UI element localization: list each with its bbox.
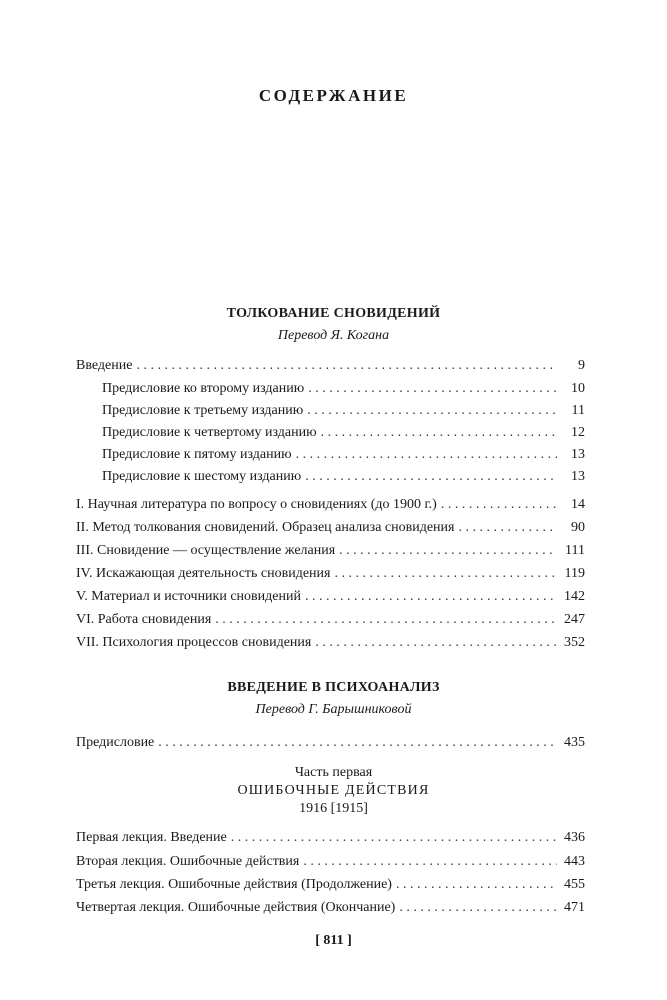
toc-entry-page: 13 [571, 469, 585, 484]
page-title: СОДЕРЖАНИЕ [258, 86, 409, 105]
toc-entry-page: 9 [578, 358, 585, 373]
toc-entry[interactable] [102, 379, 585, 399]
part-label: Часть первая [294, 765, 373, 780]
toc-leader-dots [396, 875, 557, 895]
toc-entry[interactable] [76, 633, 585, 653]
toc-entry-page: 436 [564, 830, 585, 845]
toc-leader-dots [339, 541, 557, 561]
toc-entry-label: IV. Искажающая деятельность сновидения [76, 566, 331, 581]
toc-entry-label: III. Сновидение — осуществление желания [76, 543, 336, 558]
toc-leader-dots [136, 356, 557, 376]
toc-leader-dots [334, 564, 557, 584]
toc-leader-dots [459, 518, 558, 538]
toc-leader-dots [441, 495, 557, 515]
toc-entry-page: 352 [564, 635, 585, 650]
toc-entry-page: 12 [571, 425, 585, 440]
toc-leader-dots [305, 467, 557, 487]
toc-entry[interactable] [76, 875, 585, 895]
toc-entry-page: 11 [571, 403, 585, 418]
toc-leader-dots [303, 852, 557, 872]
toc-entry-label: Предисловие к третьему изданию [102, 403, 304, 418]
toc-entry-page: 443 [564, 854, 585, 869]
toc-entry[interactable] [102, 423, 585, 443]
toc-entry-page: 10 [571, 381, 585, 396]
toc-entry[interactable] [76, 852, 585, 872]
toc-entry[interactable] [76, 898, 585, 918]
toc-entry[interactable] [76, 828, 585, 848]
toc-leader-dots [315, 633, 557, 653]
toc-entry[interactable] [76, 495, 585, 515]
toc-leader-dots [305, 587, 557, 607]
part-years: 1916 [1915] [299, 801, 368, 816]
toc-entry-label: Четвертая лекция. Ошибочные действия (Окончание) [76, 900, 396, 915]
section-title: ВВЕДЕНИЕ В ПСИХОАНАЛИЗ [227, 680, 440, 695]
section-translator: Перевод Я. Когана [277, 328, 390, 343]
toc-entry-label: Введение [76, 358, 133, 373]
toc-entry-label: Третья лекция. Ошибочные действия (Продолжение) [76, 877, 392, 892]
toc-entry-page: 142 [564, 589, 585, 604]
toc-entry-page: 111 [565, 543, 585, 558]
toc-entry-page: 455 [564, 877, 585, 892]
toc-entry-label: II. Метод толкования сновидений. Образец анализа сновидения [76, 520, 455, 535]
toc-entry[interactable] [76, 733, 585, 753]
toc-leader-dots [158, 733, 557, 753]
toc-entry-page: 247 [564, 612, 585, 627]
toc-entry-page: 90 [571, 520, 585, 535]
toc-entry[interactable] [76, 356, 585, 376]
toc-entry[interactable] [76, 518, 585, 538]
toc-entry-label: Предисловие к четвертому изданию [102, 425, 317, 440]
toc-entry-page: 435 [564, 735, 585, 750]
toc-entry[interactable] [76, 541, 585, 561]
toc-entry[interactable] [102, 445, 585, 465]
toc-leader-dots [308, 379, 557, 399]
toc-leader-dots [296, 445, 557, 465]
part-name: ОШИБОЧНЫЕ ДЕЙСТВИЯ [237, 783, 430, 798]
toc-entry-label: Предисловие к пятому изданию [102, 447, 292, 462]
toc-entry-label: Предисловие [76, 735, 155, 750]
toc-entry-label: Предисловие к шестому изданию [102, 469, 302, 484]
toc-leader-dots [321, 423, 557, 443]
toc-entry-label: VII. Психология процессов сновидения [76, 635, 312, 650]
toc-entry-label: Предисловие ко второму изданию [102, 381, 305, 396]
toc-leader-dots [231, 828, 557, 848]
toc-leader-dots [399, 898, 557, 918]
toc-entry-label: VI. Работа сновидения [76, 612, 212, 627]
section-title: ТОЛКОВАНИЕ СНОВИДЕНИЙ [226, 306, 441, 321]
section-translator: Перевод Г. Барышниковой [255, 702, 412, 717]
toc-entry-page: 119 [564, 566, 585, 581]
toc-entry-label: V. Материал и источники сновидений [76, 589, 301, 604]
toc-entry-page: 471 [564, 900, 585, 915]
toc-entry-page: 14 [571, 497, 585, 512]
toc-entry[interactable] [102, 401, 585, 421]
toc-entry[interactable] [102, 467, 585, 487]
toc-entry[interactable] [76, 564, 585, 584]
toc-entry-label: Вторая лекция. Ошибочные действия [76, 854, 300, 869]
toc-entry[interactable] [76, 610, 585, 630]
toc-entry-page: 13 [571, 447, 585, 462]
toc-leader-dots [307, 401, 557, 421]
toc-entry[interactable] [76, 587, 585, 607]
page-number: [ 811 ] [315, 933, 352, 948]
toc-entry-label: I. Научная литература по вопросу о сновидениях (до 1900 г.) [76, 497, 437, 512]
toc-leader-dots [215, 610, 557, 630]
toc-entry-label: Первая лекция. Введение [76, 830, 227, 845]
